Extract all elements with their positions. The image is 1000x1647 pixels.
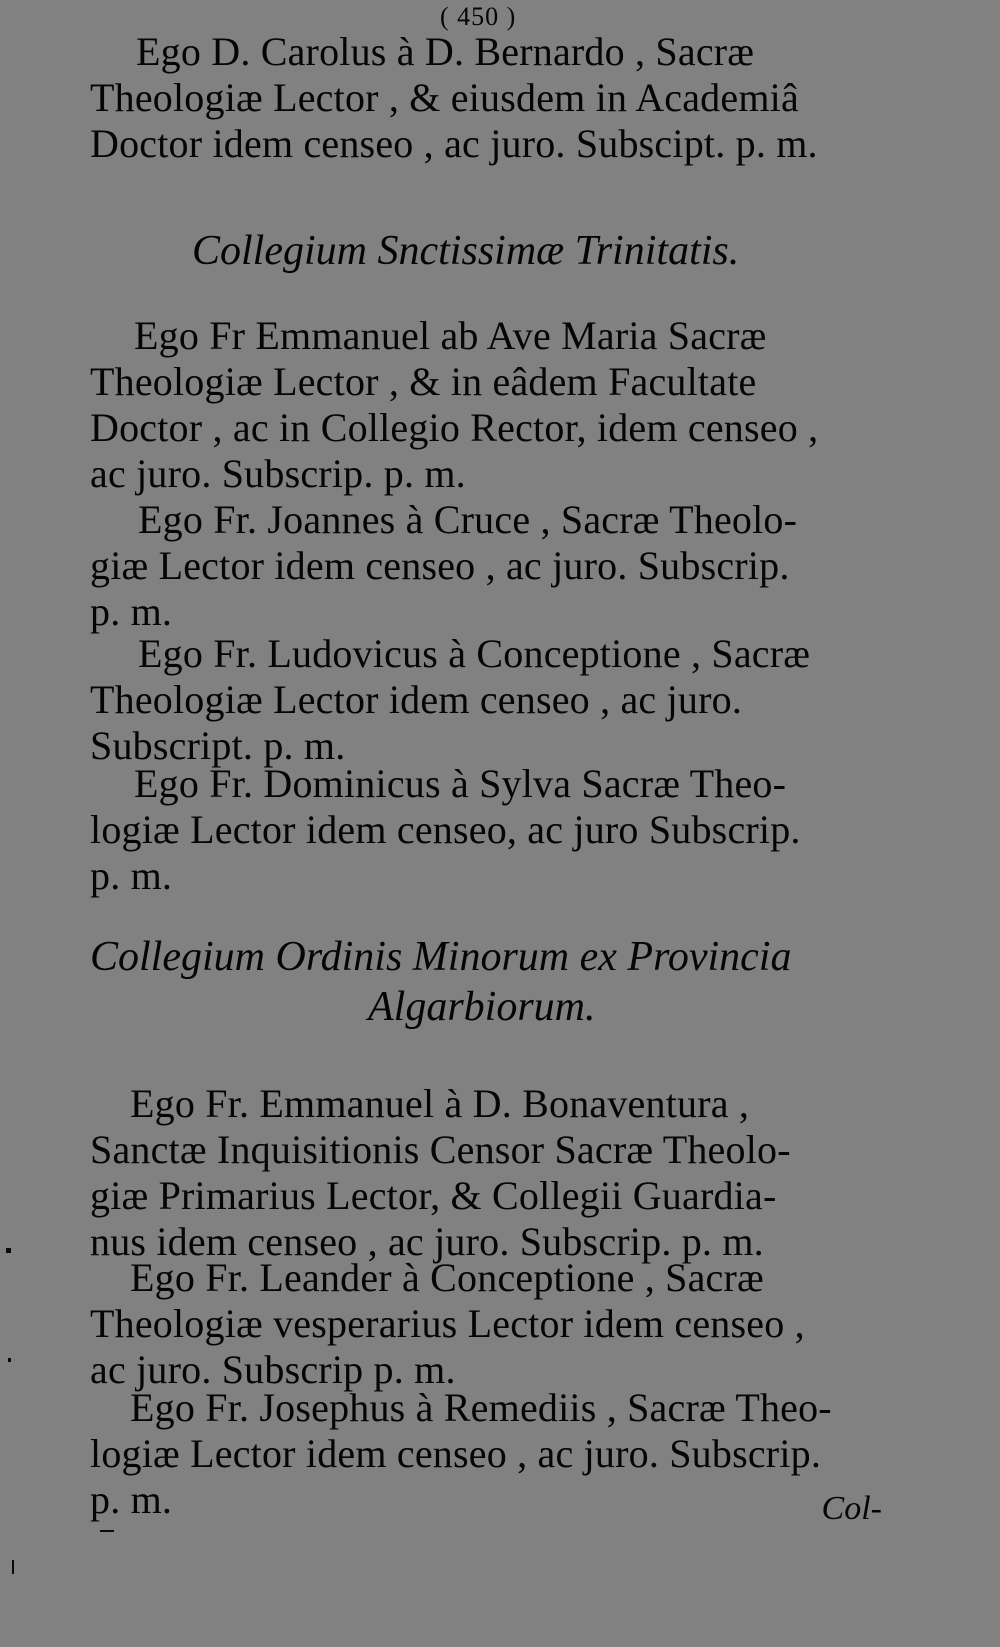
text-line: logiæ Lector idem censeo , ac juro. Subscrip.	[90, 1431, 822, 1476]
text-line: nus idem censeo , ac juro. Subscrip. p. m.	[90, 1219, 764, 1264]
text-line: ac juro. Subscrip p. m.	[90, 1347, 456, 1392]
text-line: p. m.	[90, 589, 173, 634]
text-line: giæ Primarius Lector, & Collegii Guardia-	[90, 1173, 777, 1218]
text-line: Ego Fr. Leander à Conceptione , Sacræ	[130, 1255, 764, 1300]
text-line: Ego Fr. Josephus à Remediis , Sacræ Theo-	[130, 1385, 832, 1430]
text-line: logiæ Lector idem censeo, ac juro Subscrip.	[90, 807, 801, 852]
scan-speck	[6, 1248, 11, 1253]
scan-speck	[8, 1358, 11, 1362]
text-line: Ego D. Carolus à D. Bernardo , Sacræ	[136, 29, 755, 74]
section-heading: Collegium Snctissimæ Trinitatis.	[192, 228, 740, 274]
text-line: giæ Lector idem censeo , ac juro. Subscrip.	[90, 543, 790, 588]
text-line: Ego Fr. Dominicus à Sylva Sacræ Theo-	[134, 761, 787, 806]
text-line: Ego Fr. Joannes à Cruce , Sacræ Theolo-	[138, 497, 798, 542]
text-line: ac juro. Subscrip. p. m.	[90, 451, 466, 496]
text-line: Theologiæ vesperarius Lector idem censeo ,	[90, 1301, 805, 1346]
text-line: p. m.	[90, 853, 173, 898]
text-line: Sanctæ Inquisitionis Censor Sacræ Theolo-	[90, 1127, 791, 1172]
text-line: p. m.	[90, 1477, 173, 1522]
page-number: ( 450 )	[440, 2, 517, 31]
text-line: Theologiæ Lector idem censeo , ac juro.	[90, 677, 743, 722]
section-heading: Algarbiorum.	[368, 984, 596, 1030]
scan-speck	[100, 1530, 114, 1532]
text-line: Doctor idem censeo , ac juro. Subscipt. p. m.	[90, 121, 818, 166]
text-line: Subscript. p. m.	[90, 723, 346, 768]
section-heading: Collegium Ordinis Minorum ex Provincia	[90, 934, 792, 980]
text-line: Doctor , ac in Collegio Rector, idem censeo ,	[90, 405, 819, 450]
text-line: Theologiæ Lector , & in eâdem Facultate	[90, 359, 757, 404]
text-line: Ego Fr. Ludovicus à Conceptione , Sacræ	[138, 631, 811, 676]
scan-speck	[12, 1560, 14, 1574]
catchword: Col-	[821, 1490, 882, 1527]
text-line: Ego Fr. Emmanuel à D. Bonaventura ,	[130, 1081, 750, 1126]
text-line: Theologiæ Lector , & eiusdem in Academiâ	[90, 75, 799, 120]
text-line: Ego Fr Emmanuel ab Ave Maria Sacræ	[134, 313, 767, 358]
